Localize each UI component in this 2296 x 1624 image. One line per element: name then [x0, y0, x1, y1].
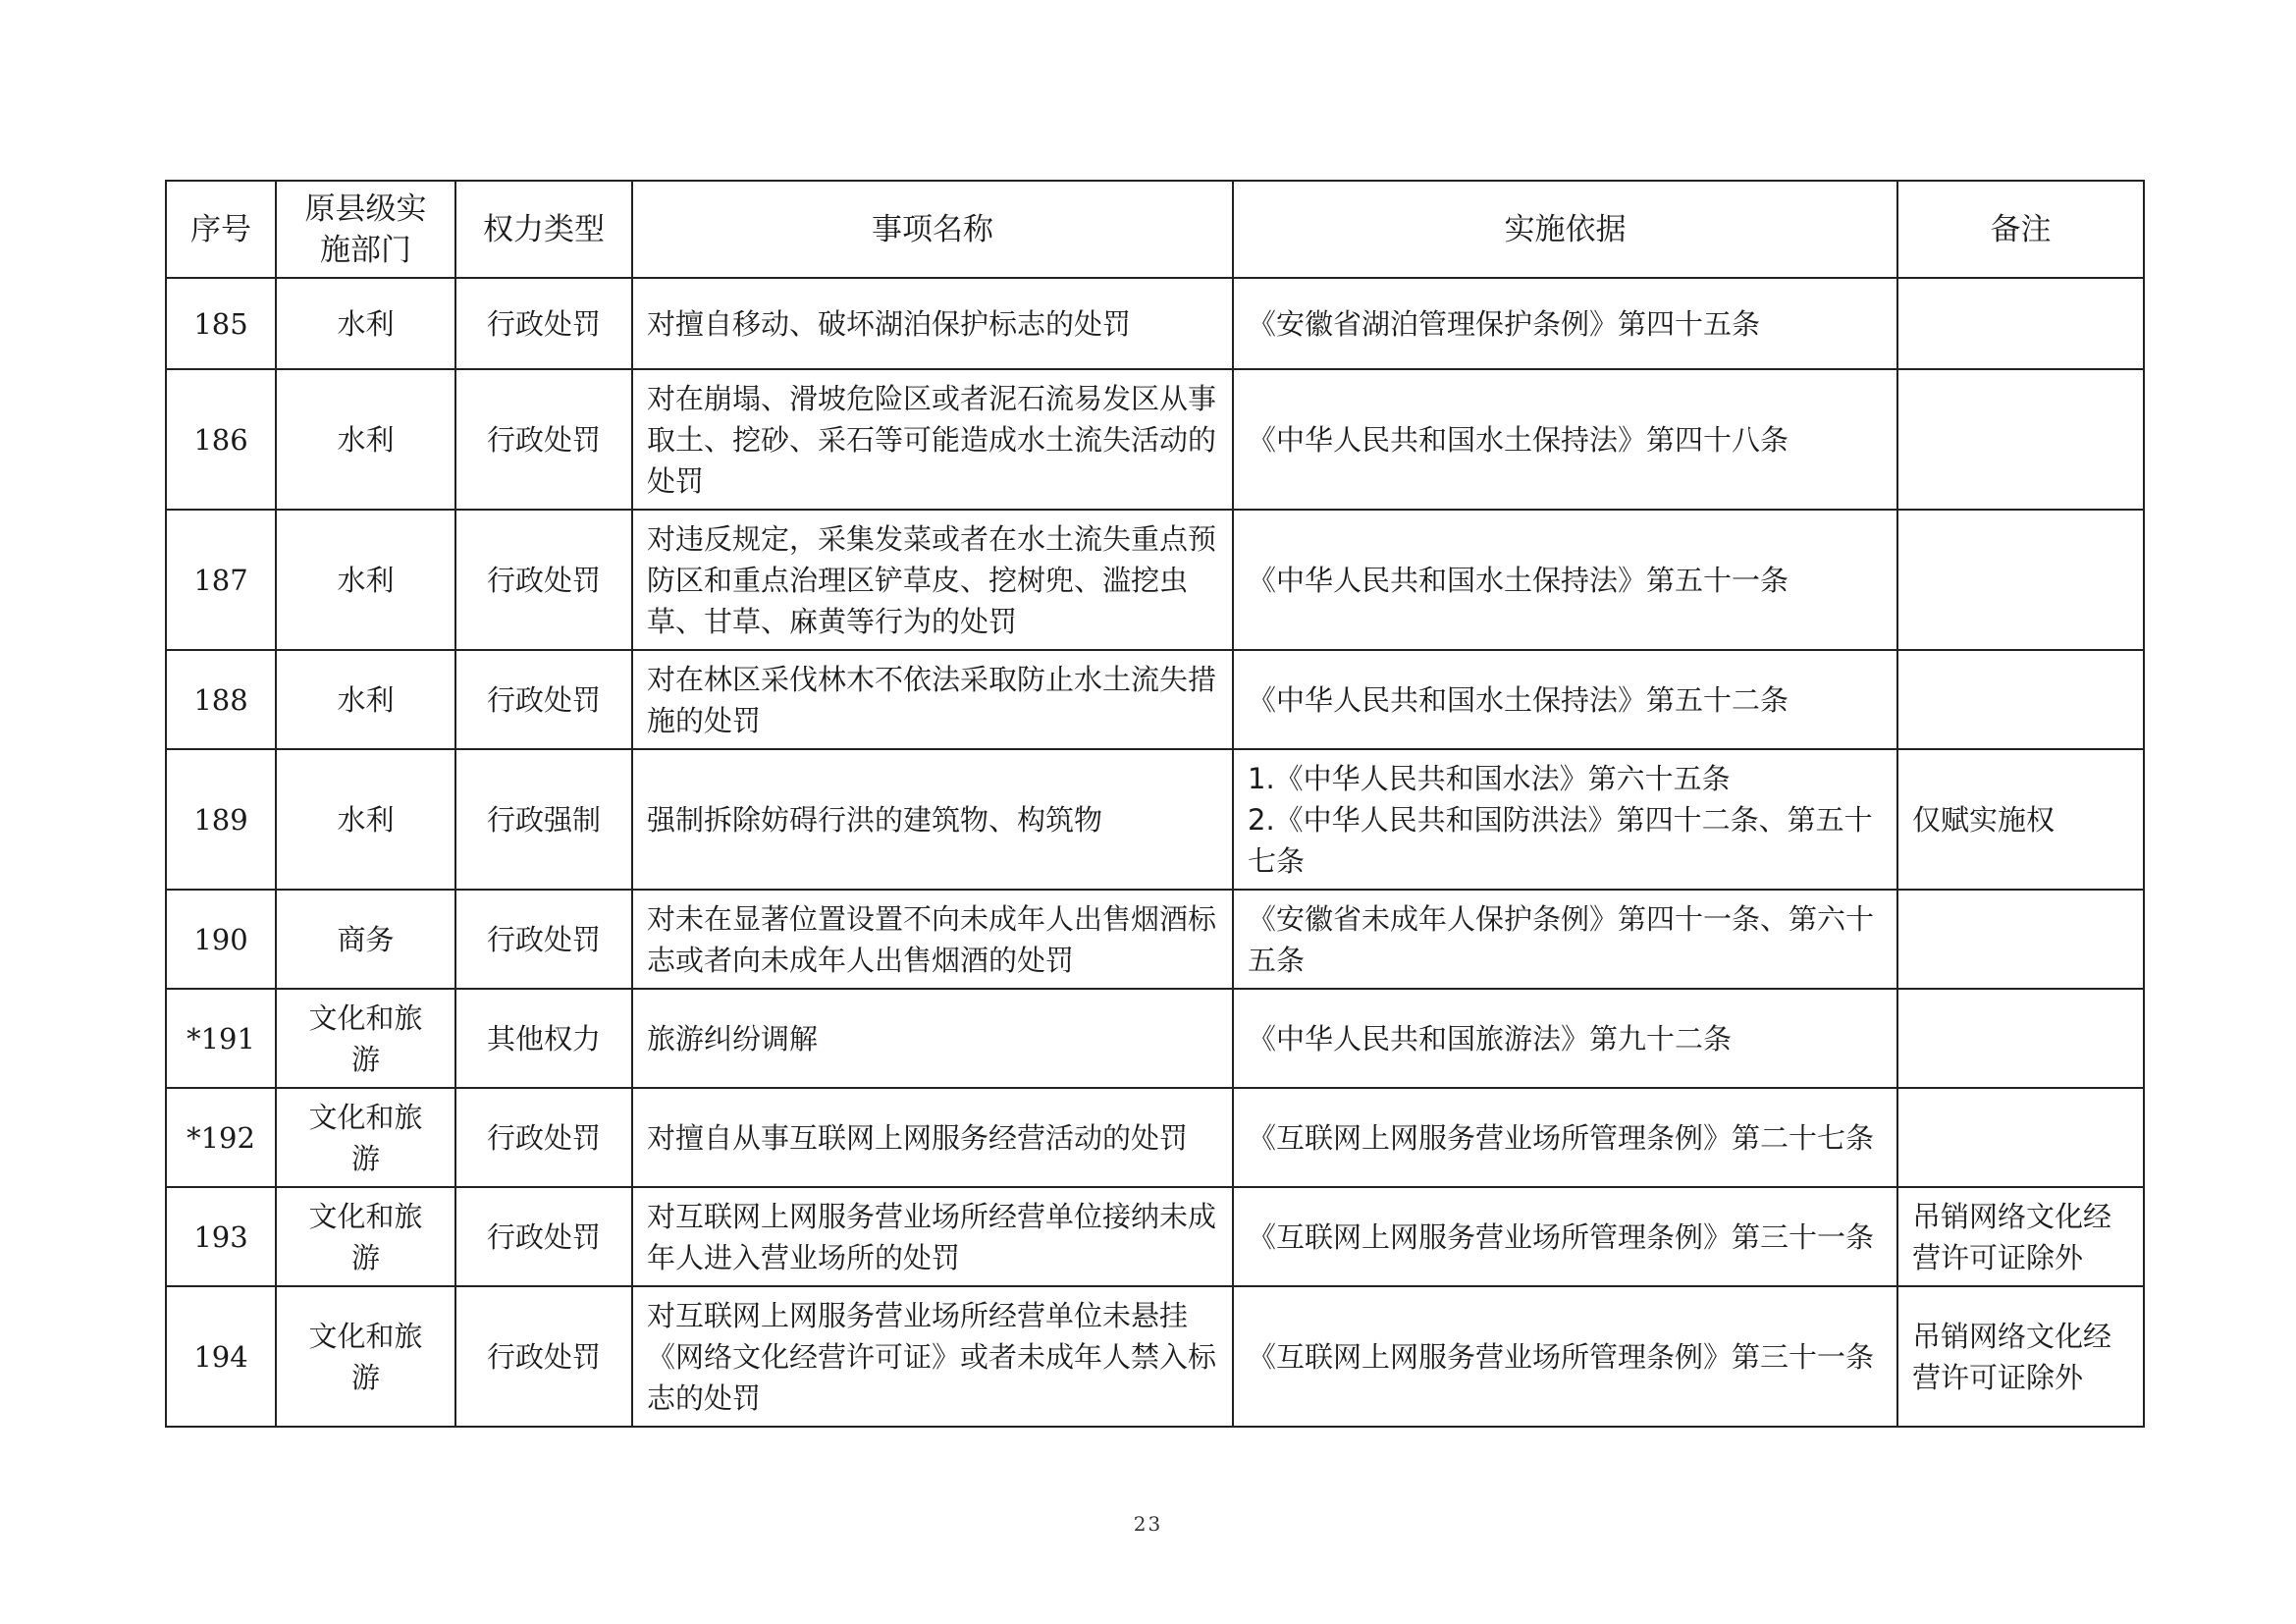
cell-type: 行政处罚 [455, 369, 632, 510]
cell-basis [1233, 369, 1897, 510]
header-name: 事项名称 [632, 181, 1233, 278]
cell-item-name: 对未在显著位置设置不向未成年人出售烟酒标志或者向未成年人出售烟酒的处罚 [632, 890, 1233, 989]
basis-line: 《中华人民共和国水土保持法》第五十一条 [1248, 563, 1789, 597]
cell-num: 185 [166, 278, 276, 369]
cell-num: 194 [166, 1286, 276, 1427]
table-row [166, 989, 2144, 1088]
cell-num: 190 [166, 890, 276, 989]
cell-dept: 水利 [276, 650, 455, 749]
cell-item-name: 对互联网上网服务营业场所经营单位接纳未成年人进入营业场所的处罚 [632, 1187, 1233, 1286]
cell-type: 其他权力 [455, 989, 632, 1088]
cell-dept: 水利 [276, 278, 455, 369]
cell-num: 193 [166, 1187, 276, 1286]
table-row [166, 890, 2144, 989]
cell-basis [1233, 278, 1897, 369]
cell-item-name: 对违反规定，采集发菜或者在水土流失重点预防区和重点治理区铲草皮、挖树兜、滥挖虫草、甘草、麻黄等行为的处罚 [632, 510, 1233, 650]
table-header-row [166, 181, 2144, 278]
cell-item-name: 对擅自移动、破坏湖泊保护标志的处罚 [632, 278, 1233, 369]
cell-item-name: 对在林区采伐林木不依法采取防止水土流失措施的处罚 [632, 650, 1233, 749]
cell-item-name: 对在崩塌、滑坡危险区或者泥石流易发区从事取土、挖砂、采石等可能造成水土流失活动的处罚 [632, 369, 1233, 510]
cell-type: 行政处罚 [455, 1286, 632, 1427]
basis-line: 2.《中华人民共和国防洪法》第四十二条、第五十七条 [1248, 802, 1873, 878]
cell-item-name: 强制拆除妨碍行洪的建筑物、构筑物 [632, 749, 1233, 890]
cell-dept: 文化和旅游 [276, 989, 455, 1088]
cell-type: 行政处罚 [455, 510, 632, 650]
cell-num: 188 [166, 650, 276, 749]
cell-basis [1233, 1088, 1897, 1187]
cell-num: 186 [166, 369, 276, 510]
table-row [166, 1187, 2144, 1286]
basis-line: 《中华人民共和国水土保持法》第五十二条 [1248, 682, 1789, 717]
cell-type: 行政处罚 [455, 1187, 632, 1286]
table-row [166, 1088, 2144, 1187]
cell-item-name: 旅游纠纷调解 [632, 989, 1233, 1088]
cell-dept: 文化和旅游 [276, 1088, 455, 1187]
cell-basis [1233, 749, 1897, 890]
table-row [166, 369, 2144, 510]
cell-basis [1233, 1286, 1897, 1427]
table-row [166, 650, 2144, 749]
cell-dept: 水利 [276, 369, 455, 510]
cell-basis [1233, 510, 1897, 650]
cell-note [1897, 989, 2144, 1088]
cell-num: 189 [166, 749, 276, 890]
cell-basis [1233, 890, 1897, 989]
cell-dept: 文化和旅游 [276, 1187, 455, 1286]
cell-num: 187 [166, 510, 276, 650]
cell-dept: 文化和旅游 [276, 1286, 455, 1427]
cell-note [1897, 278, 2144, 369]
basis-line: 《安徽省未成年人保护条例》第四十一条、第六十五条 [1248, 901, 1875, 977]
cell-type: 行政处罚 [455, 890, 632, 989]
cell-basis [1233, 989, 1897, 1088]
cell-num: *191 [166, 989, 276, 1088]
cell-note [1897, 369, 2144, 510]
cell-type: 行政强制 [455, 749, 632, 890]
cell-dept: 水利 [276, 749, 455, 890]
cell-note [1897, 510, 2144, 650]
cell-note: 吊销网络文化经营许可证除外 [1897, 1286, 2144, 1427]
header-num: 序号 [166, 181, 276, 278]
cell-note: 仅赋实施权 [1897, 749, 2144, 890]
table-row [166, 510, 2144, 650]
cell-note [1897, 1088, 2144, 1187]
cell-basis [1233, 650, 1897, 749]
table-row [166, 749, 2144, 890]
cell-dept: 商务 [276, 890, 455, 989]
cell-note [1897, 890, 2144, 989]
header-type: 权力类型 [455, 181, 632, 278]
basis-line: 《中华人民共和国水土保持法》第四十八条 [1248, 422, 1789, 457]
table-row [166, 1286, 2144, 1427]
cell-type: 行政处罚 [455, 1088, 632, 1187]
basis-line: 《安徽省湖泊管理保护条例》第四十五条 [1248, 306, 1761, 341]
basis-line: 《中华人民共和国旅游法》第九十二条 [1248, 1021, 1733, 1056]
page-number: 23 [1133, 1512, 1163, 1536]
table-row [166, 278, 2144, 369]
basis-line: 1.《中华人民共和国水法》第六十五条 [1248, 761, 1731, 795]
header-dept: 原县级实施部门 [276, 181, 455, 278]
cell-note [1897, 650, 2144, 749]
basis-line: 《互联网上网服务营业场所管理条例》第三十一条 [1248, 1339, 1875, 1374]
cell-basis [1233, 1187, 1897, 1286]
authority-table [165, 180, 2145, 1428]
header-basis: 实施依据 [1233, 181, 1897, 278]
basis-line: 《互联网上网服务营业场所管理条例》第二十七条 [1248, 1120, 1875, 1155]
cell-item-name: 对互联网上网服务营业场所经营单位未悬挂《网络文化经营许可证》或者未成年人禁入标志的处罚 [632, 1286, 1233, 1427]
cell-type: 行政处罚 [455, 650, 632, 749]
table-body [166, 278, 2144, 1427]
cell-dept: 水利 [276, 510, 455, 650]
header-note: 备注 [1897, 181, 2144, 278]
basis-line: 《互联网上网服务营业场所管理条例》第三十一条 [1248, 1219, 1875, 1254]
cell-item-name: 对擅自从事互联网上网服务经营活动的处罚 [632, 1088, 1233, 1187]
cell-type: 行政处罚 [455, 278, 632, 369]
cell-num: *192 [166, 1088, 276, 1187]
cell-note: 吊销网络文化经营许可证除外 [1897, 1187, 2144, 1286]
